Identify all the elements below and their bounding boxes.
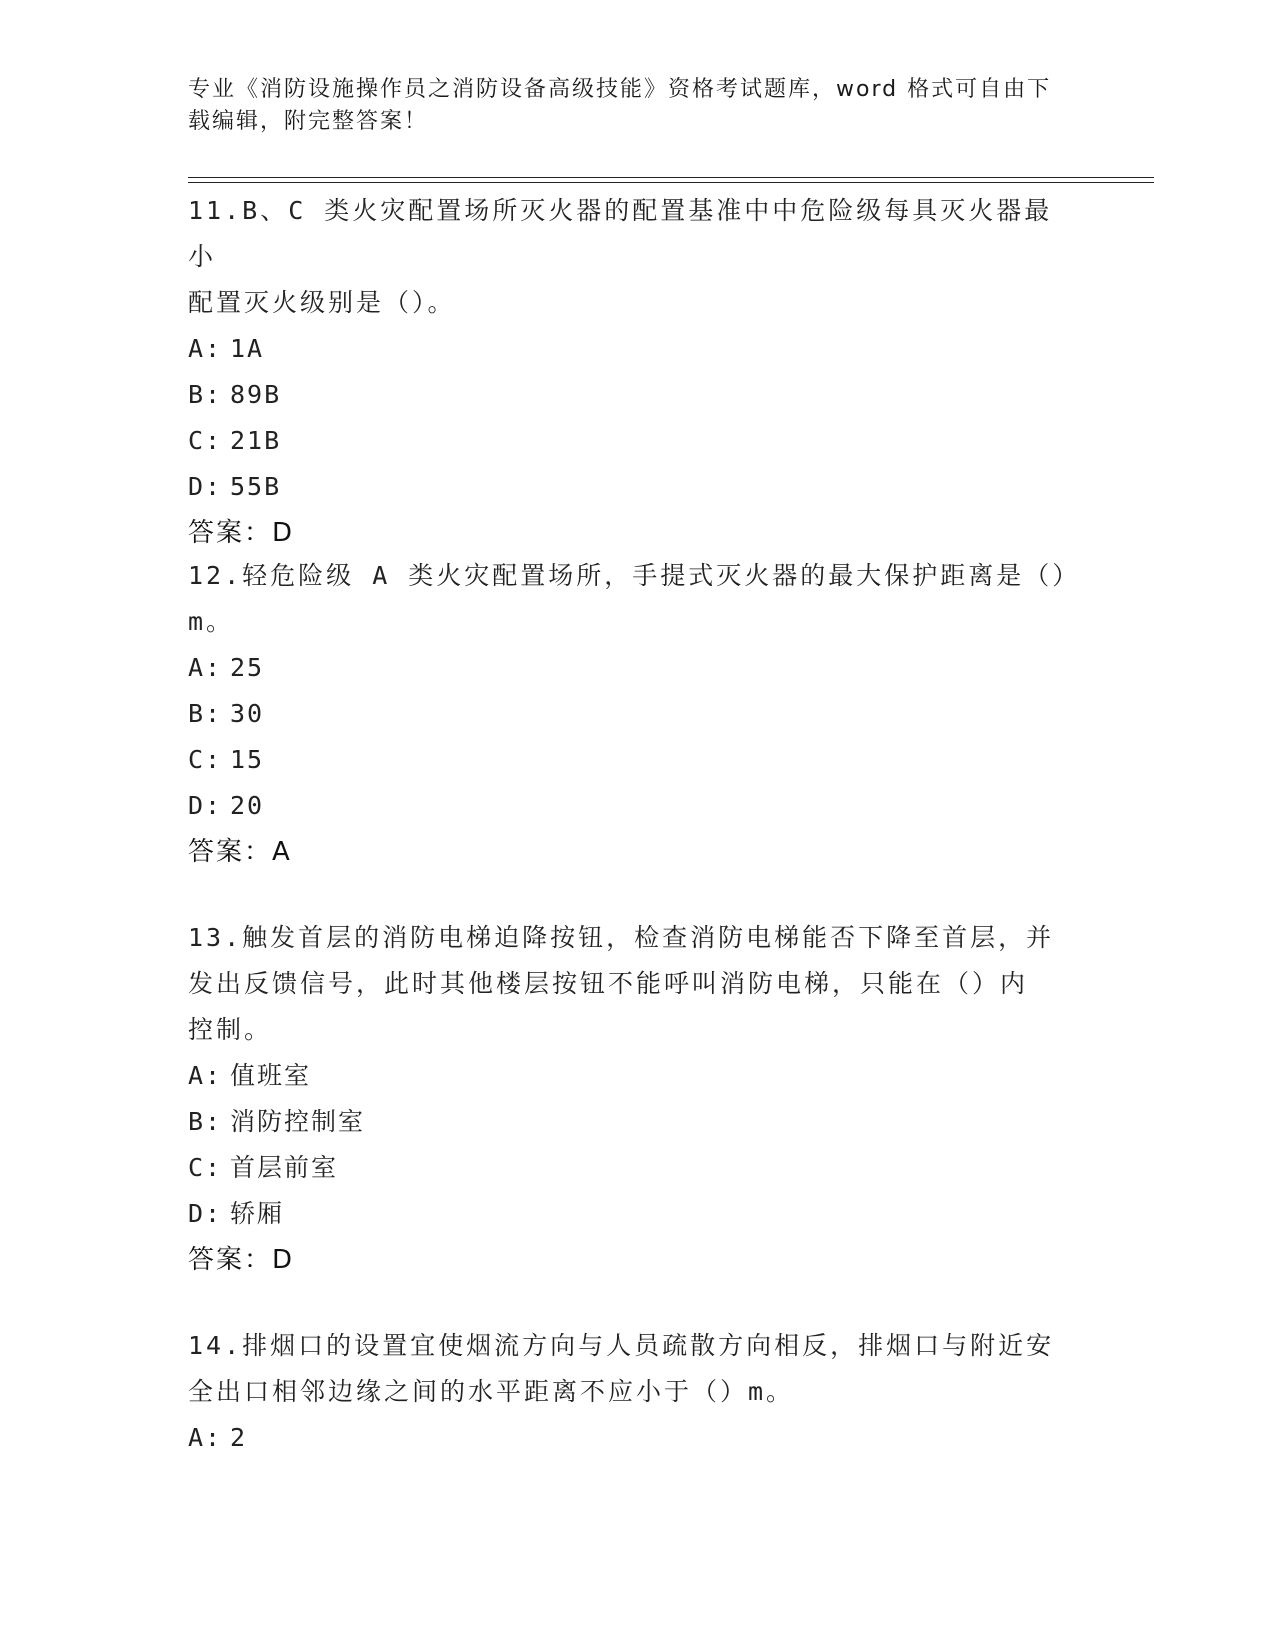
answer-line: 答案：A bbox=[188, 837, 292, 867]
option-text: 消防控制室 bbox=[230, 1107, 366, 1136]
option-b bbox=[188, 691, 1078, 737]
stem-line: 14.排烟口的设置宜使烟流方向与人员疏散方向相反，排烟口与附近安 bbox=[188, 1331, 1055, 1360]
option-text: 21B bbox=[230, 426, 282, 455]
option-key: B: bbox=[188, 380, 223, 409]
option-key: C: bbox=[188, 1153, 223, 1182]
option-text: 首层前室 bbox=[230, 1153, 339, 1182]
option-key: A: bbox=[188, 1423, 223, 1452]
option-text: 89B bbox=[230, 380, 282, 409]
stem-line: m。 bbox=[188, 607, 235, 636]
question-13 bbox=[188, 915, 1078, 1283]
option-text: 25 bbox=[230, 653, 265, 682]
stem-line: 全出口相邻边缘之间的水平距离不应小于（）m。 bbox=[188, 1377, 795, 1406]
option-key: B: bbox=[188, 1107, 223, 1136]
question-14 bbox=[188, 1323, 1078, 1461]
option-b bbox=[188, 372, 1078, 418]
option-d bbox=[188, 783, 1078, 829]
question-stem bbox=[188, 1323, 1078, 1415]
option-key: C: bbox=[188, 426, 223, 455]
answer-line: 答案：D bbox=[188, 1245, 295, 1275]
option-text: 轿厢 bbox=[230, 1199, 285, 1228]
question-12 bbox=[188, 553, 1081, 875]
answer-line: 答案：D bbox=[188, 518, 295, 548]
question-stem bbox=[188, 915, 1078, 1053]
header-divider-top bbox=[188, 177, 1154, 178]
option-c bbox=[188, 1145, 1078, 1191]
option-d bbox=[188, 1191, 1078, 1237]
stem-line: 12.轻危险级 A 类火灾配置场所，手提式灭火器的最大保护距离是（） bbox=[188, 561, 1081, 590]
option-d bbox=[188, 464, 1078, 510]
stem-line: 配置灭火级别是（）。 bbox=[188, 288, 456, 317]
option-a bbox=[188, 326, 1078, 372]
option-key: A: bbox=[188, 334, 223, 363]
question-stem bbox=[188, 188, 1078, 326]
option-key: A: bbox=[188, 653, 223, 682]
stem-line: 控制。 bbox=[188, 1015, 273, 1044]
stem-line: 11.B、C 类火灾配置场所灭火器的配置基准中中危险级每具灭火器最小 bbox=[188, 196, 1053, 271]
question-stem bbox=[188, 553, 1081, 645]
option-key: C: bbox=[188, 745, 223, 774]
option-c bbox=[188, 418, 1078, 464]
option-key: A: bbox=[188, 1061, 223, 1090]
stem-line: 发出反馈信号，此时其他楼层按钮不能呼叫消防电梯，只能在（）内 bbox=[188, 969, 1029, 998]
option-text: 15 bbox=[230, 745, 265, 774]
header-divider-bottom bbox=[188, 182, 1154, 183]
option-a bbox=[188, 1053, 1078, 1099]
option-key: D: bbox=[188, 791, 223, 820]
option-text: 30 bbox=[230, 699, 265, 728]
header-line-1: 专业《消防设施操作员之消防设备高级技能》资格考试题库，word 格式可自由下 bbox=[188, 77, 1052, 102]
option-text: 55B bbox=[230, 472, 282, 501]
header-line-2: 载编辑，附完整答案！ bbox=[188, 109, 429, 134]
option-a bbox=[188, 645, 1078, 691]
option-key: D: bbox=[188, 1199, 223, 1228]
option-text: 20 bbox=[230, 791, 265, 820]
stem-line: 13.触发首层的消防电梯迫降按钮，检查消防电梯能否下降至首层，并 bbox=[188, 923, 1055, 952]
question-11 bbox=[188, 188, 1078, 556]
option-text: 2 bbox=[230, 1423, 248, 1452]
option-b bbox=[188, 1099, 1078, 1145]
document-header bbox=[188, 74, 1088, 138]
option-key: D: bbox=[188, 472, 223, 501]
option-text: 1A bbox=[230, 334, 265, 363]
option-text: 值班室 bbox=[230, 1061, 312, 1090]
option-a bbox=[188, 1415, 1078, 1461]
option-key: B: bbox=[188, 699, 223, 728]
option-c bbox=[188, 737, 1078, 783]
